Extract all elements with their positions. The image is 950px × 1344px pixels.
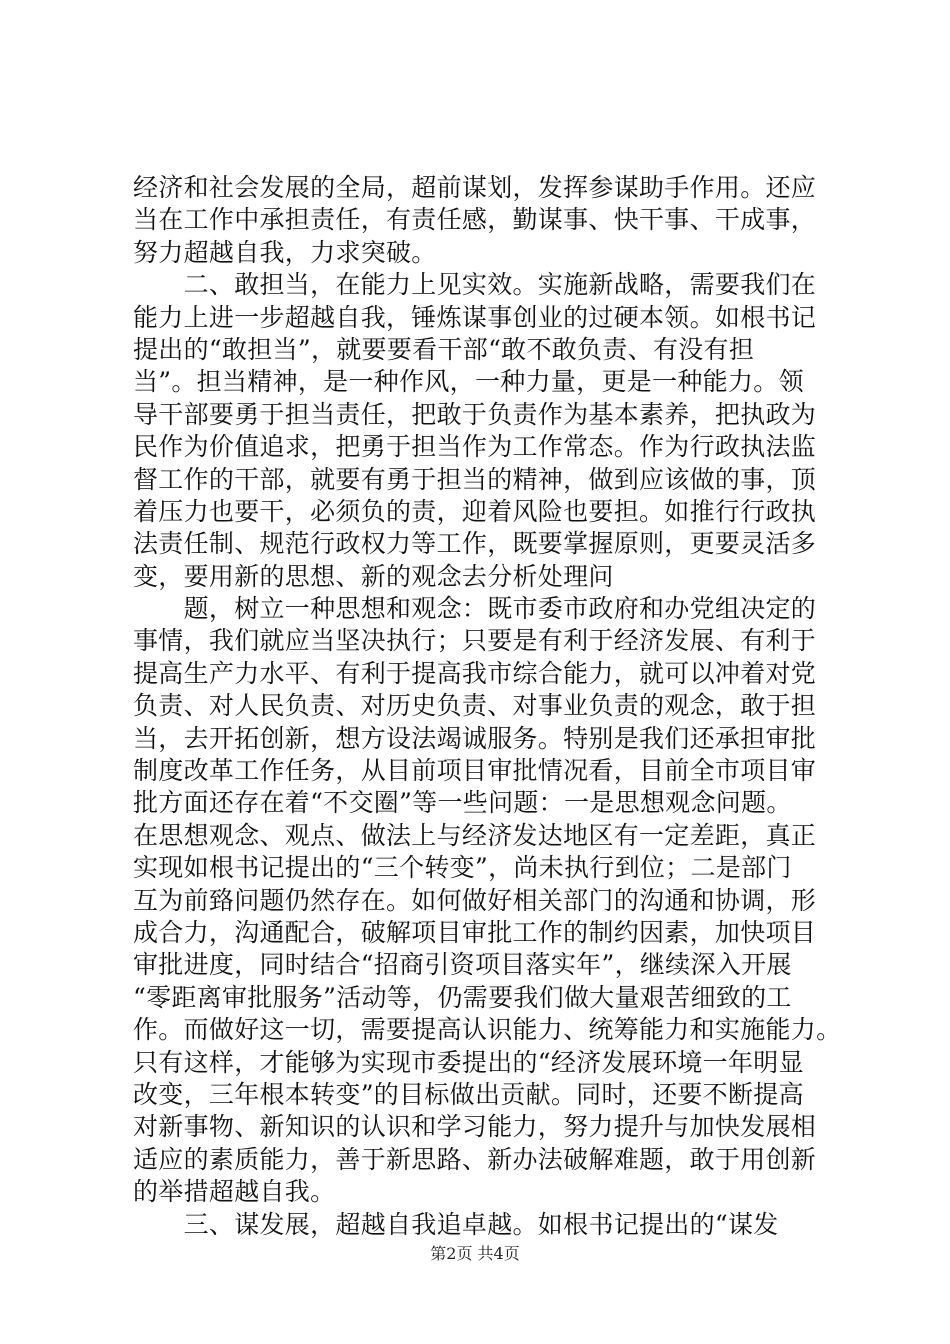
text-line: 互为前臵问题仍然存在。如何做好相关部门的沟通和协调，形	[133, 885, 817, 915]
text-line: 只有这样，才能够为实现市委提出的“经济发展环境一年明显	[133, 1047, 804, 1077]
text-line: 经济和社会发展的全局，超前谋划，发挥参谋助手作用。还应	[133, 173, 817, 202]
text-line: 在思想观念、观点、做法上与经济发达地区有一定差距，真正	[133, 820, 817, 850]
text-line: 提出的“敢担当”，就要要看干部“敢不敢负责、有没有担	[133, 334, 755, 364]
text-line: 适应的素质能力，善于新思路、新办法破解难题，敢于用创新	[133, 1144, 817, 1174]
text-line: 的举措超越自我。	[133, 1177, 336, 1207]
text-line: 制度改革工作任务，从目前项目审批情况看，目前全市项目审	[133, 756, 817, 786]
text-line: 三、谋发展，超越自我追卓越。如根书记提出的“谋发	[133, 1209, 779, 1239]
text-line: 对新事物、新知识的认识和学习能力，努力提升与加快发展相	[133, 1112, 817, 1142]
text-line: 变，要用新的思想、新的观念去分析处理问	[133, 561, 614, 591]
text-line: 导干部要勇于担当责任，把敢于负责作为基本素养，把执政为	[133, 399, 817, 429]
text-line: 作。而做好这一切，需要提高认识能力、统筹能力和实施能力。	[133, 1015, 842, 1045]
text-line: 努力超越自我，力求突破。	[133, 237, 437, 267]
text-line: 题，树立一种思想和观念：既市委市政府和办党组决定的	[133, 594, 817, 624]
text-line: 提高生产力水平、有利于提高我市综合能力，就可以冲着对党	[133, 658, 817, 688]
text-line: 着压力也要干，必须负的责，迎着风险也要担。如推行行政执	[133, 496, 817, 526]
text-line: “零距离审批服务”活动等，仍需要我们做大量艰苦细致的工	[133, 982, 792, 1012]
text-line: 民作为价值追求，把勇于担当作为工作常态。作为行政执法监	[133, 432, 817, 462]
text-line: 当，去开拓创新，想方设法竭诚服务。特别是我们还承担审批	[133, 723, 817, 753]
text-line: 二、敢担当，在能力上见实效。实施新战略，需要我们在	[133, 270, 817, 300]
text-line: 负责、对人民负责、对历史负责、对事业负责的观念，敢于担	[133, 691, 817, 721]
text-line: 事情，我们就应当坚决执行；只要是有利于经济发展、有利于	[133, 626, 817, 656]
text-line: 当在工作中承担责任，有责任感，勤谋事、快干事、干成事，	[133, 205, 817, 235]
text-line: 督工作的干部，就要有勇于担当的精神，做到应该做的事，顶	[133, 464, 817, 494]
text-line: 改变，三年根本转变”的目标做出贡献。同时，还要不断提高	[133, 1079, 804, 1109]
text-line: 审批进度，同时结合“招商引资项目落实年”，继续深入开展	[133, 950, 792, 980]
text-line: 当”。担当精神，是一种作风，一种力量，更是一种能力。领	[133, 367, 804, 397]
text-line: 成合力，沟通配合，破解项目审批工作的制约因素，加快项目	[133, 917, 817, 947]
body-text	[133, 172, 842, 1241]
text-line: 能力上进一步超越自我，锤炼谋事创业的过硬本领。如根书记	[133, 302, 817, 332]
page-footer: 第2页 共4页	[430, 1244, 520, 1263]
text-line: 法责任制、规范行政权力等工作，既要掌握原则，更要灵活多	[133, 529, 817, 559]
text-line: 批方面还存在着“不交圈”等一些问题：一是思想观念问题。	[133, 788, 792, 818]
text-line: 实现如根书记提出的“三个转变”，尚未执行到位；二是部门	[133, 853, 792, 883]
